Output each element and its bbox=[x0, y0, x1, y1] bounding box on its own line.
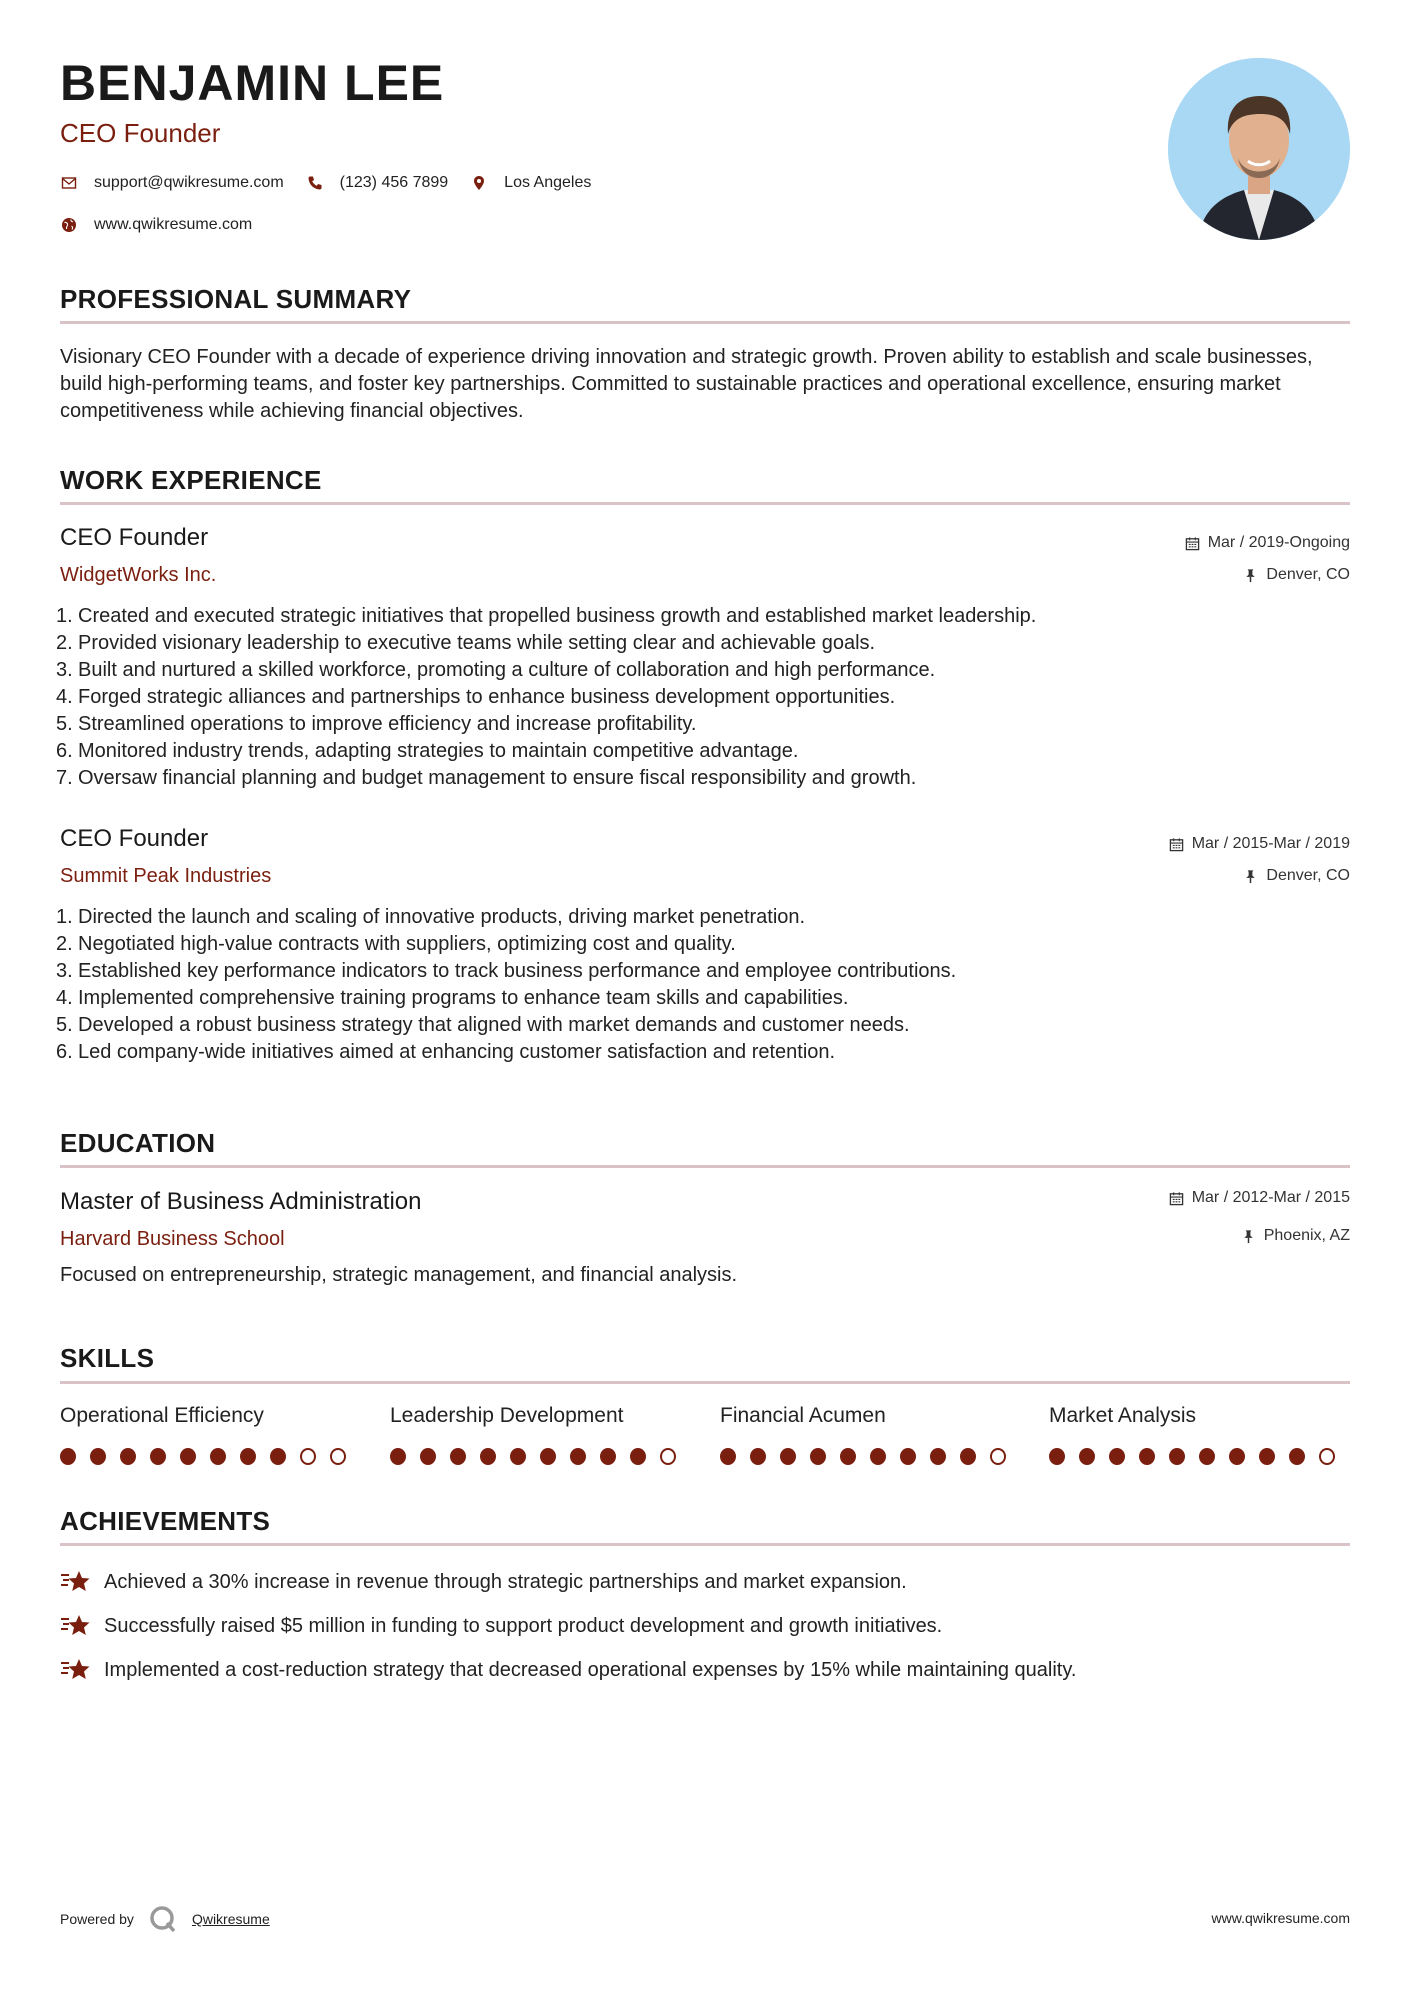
rating-dot-filled bbox=[750, 1448, 766, 1465]
rating-dot-filled bbox=[180, 1448, 196, 1465]
contact-row-website bbox=[60, 216, 274, 234]
skills-heading: SKILLS bbox=[60, 1343, 155, 1373]
star-icon bbox=[60, 1656, 92, 1684]
rating-dot-filled bbox=[390, 1448, 406, 1465]
rating-dot-filled bbox=[840, 1448, 856, 1465]
achievement-text: Achieved a 30% increase in revenue through strategic partnerships and market expansion. bbox=[104, 1571, 907, 1593]
rating-dot-filled bbox=[540, 1448, 556, 1465]
skill-rating bbox=[390, 1448, 690, 1465]
candidate-name: BENJAMIN LEE bbox=[60, 55, 445, 111]
education-heading: EDUCATION bbox=[60, 1128, 216, 1158]
calendar-icon bbox=[1169, 1191, 1184, 1206]
list-item: 1. Directed the launch and scaling of innovative products, driving market penetration. bbox=[56, 906, 806, 928]
job-location-text: Denver, CO bbox=[1266, 867, 1350, 884]
footer-website[interactable]: www.qwikresume.com bbox=[1211, 1910, 1350, 1926]
rating-dot-filled bbox=[420, 1448, 436, 1465]
list-item: 6. Monitored industry trends, adapting strategies to maintain competitive advantage. bbox=[56, 740, 799, 762]
rating-dot-filled bbox=[600, 1448, 616, 1465]
rating-dot-filled bbox=[1229, 1448, 1245, 1465]
skill-name: Financial Acumen bbox=[720, 1404, 886, 1427]
powered-by-label: Powered by bbox=[60, 1911, 134, 1927]
website-text: www.qwikresume.com bbox=[94, 216, 253, 233]
list-item: 5. Streamlined operations to improve efficiency and increase profitability. bbox=[56, 713, 697, 735]
rating-dot-empty bbox=[990, 1448, 1006, 1465]
phone-text: (123) 456 7899 bbox=[339, 174, 449, 191]
rating-dot-filled bbox=[90, 1448, 106, 1465]
job-bullets bbox=[56, 904, 957, 1066]
summary-heading: PROFESSIONAL SUMMARY bbox=[60, 284, 412, 314]
rating-dot-filled bbox=[450, 1448, 466, 1465]
calendar-icon bbox=[1185, 536, 1200, 551]
pushpin-icon bbox=[1243, 568, 1258, 583]
skill-rating bbox=[60, 1448, 360, 1465]
job-title: CEO Founder bbox=[60, 825, 209, 852]
candidate-role: CEO Founder bbox=[60, 118, 221, 148]
achievement-text: Implemented a cost-reduction strategy that decreased operational expenses by 15% while maintaining quality. bbox=[104, 1659, 1077, 1681]
achievement-item bbox=[60, 1612, 942, 1640]
job-location-text: Denver, CO bbox=[1266, 566, 1350, 583]
job-dates-text: Mar / 2015-Mar / 2019 bbox=[1191, 835, 1350, 852]
job-dates bbox=[1185, 535, 1350, 551]
education-school: Harvard Business School bbox=[60, 1228, 285, 1250]
rating-dot-filled bbox=[510, 1448, 526, 1465]
education-dates-text: Mar / 2012-Mar / 2015 bbox=[1191, 1189, 1350, 1206]
list-item: 3. Established key performance indicators to track business performance and employee contributions. bbox=[56, 960, 957, 982]
education-location bbox=[1241, 1228, 1350, 1244]
skill-rating bbox=[1049, 1448, 1349, 1465]
list-item: 7. Oversaw financial planning and budget management to ensure fiscal responsibility and growth. bbox=[56, 767, 917, 789]
job-location bbox=[1243, 567, 1350, 583]
achievement-text: Successfully raised $5 million in funding to support product development and growth initiatives. bbox=[104, 1615, 943, 1637]
rating-dot-filled bbox=[630, 1448, 646, 1465]
rating-dot-filled bbox=[60, 1448, 76, 1465]
rating-dot-filled bbox=[570, 1448, 586, 1465]
rating-dot-filled bbox=[1289, 1448, 1305, 1465]
map-pin-icon bbox=[470, 174, 488, 192]
rating-dot-filled bbox=[1259, 1448, 1275, 1465]
rating-dot-empty bbox=[1319, 1448, 1335, 1465]
list-item: 3. Built and nurtured a skilled workforce, promoting a culture of collaboration and high performance. bbox=[56, 659, 936, 681]
skill-item bbox=[720, 1405, 1020, 1465]
section-divider bbox=[60, 1543, 1350, 1546]
rating-dot-filled bbox=[720, 1448, 736, 1465]
rating-dot-filled bbox=[1079, 1448, 1095, 1465]
rating-dot-filled bbox=[900, 1448, 916, 1465]
skill-item bbox=[1049, 1405, 1349, 1465]
contact-website[interactable] bbox=[60, 216, 252, 234]
summary-text: Visionary CEO Founder with a decade of experience driving innovation and strategic growth. Proven ability to establish and scale businesses, build high-performing teams, and foster key partnerships. Committed to sustainable practices and operational excellence, ensuring market competitiveness while achieving financial objectives. bbox=[60, 346, 1313, 422]
list-item: 4. Forged strategic alliances and partnerships to enhance business development opportunities. bbox=[56, 686, 896, 708]
achievements-heading: ACHIEVEMENTS bbox=[60, 1506, 271, 1536]
rating-dot-filled bbox=[930, 1448, 946, 1465]
brand-link[interactable]: Qwikresume bbox=[191, 1911, 270, 1927]
rating-dot-filled bbox=[780, 1448, 796, 1465]
rating-dot-filled bbox=[1109, 1448, 1125, 1465]
education-dates bbox=[1169, 1190, 1350, 1206]
experience-heading: WORK EXPERIENCE bbox=[60, 465, 322, 495]
list-item: 5. Developed a robust business strategy that aligned with market demands and customer needs. bbox=[56, 1014, 910, 1036]
rating-dot-filled bbox=[210, 1448, 226, 1465]
job-location bbox=[1243, 868, 1350, 884]
skill-name: Market Analysis bbox=[1049, 1404, 1197, 1427]
rating-dot-filled bbox=[150, 1448, 166, 1465]
globe-icon bbox=[60, 216, 78, 234]
job-company: WidgetWorks Inc. bbox=[60, 564, 217, 586]
skill-item bbox=[390, 1405, 690, 1465]
rating-dot-filled bbox=[480, 1448, 496, 1465]
achievement-item bbox=[60, 1568, 907, 1596]
rating-dot-empty bbox=[300, 1448, 316, 1465]
rating-dot-empty bbox=[330, 1448, 346, 1465]
section-divider bbox=[60, 502, 1350, 505]
list-item: 1. Created and executed strategic initiatives that propelled business growth and established market leadership. bbox=[56, 605, 1037, 627]
profile-photo bbox=[1168, 58, 1350, 240]
skill-rating bbox=[720, 1448, 1020, 1465]
pushpin-icon bbox=[1243, 869, 1258, 884]
contact-location bbox=[470, 174, 591, 192]
calendar-icon bbox=[1169, 837, 1184, 852]
location-text: Los Angeles bbox=[504, 174, 592, 191]
rating-dot-filled bbox=[870, 1448, 886, 1465]
job-company: Summit Peak Industries bbox=[60, 865, 272, 887]
star-icon bbox=[60, 1612, 92, 1640]
education-description: Focused on entrepreneurship, strategic management, and financial analysis. bbox=[60, 1264, 738, 1286]
rating-dot-filled bbox=[240, 1448, 256, 1465]
qwikresume-logo-icon bbox=[148, 1904, 178, 1934]
list-item: 4. Implemented comprehensive training programs to enhance team skills and capabilities. bbox=[56, 987, 849, 1009]
education-degree: Master of Business Administration bbox=[60, 1188, 422, 1215]
education-location-text: Phoenix, AZ bbox=[1263, 1227, 1350, 1244]
rating-dot-filled bbox=[960, 1448, 976, 1465]
rating-dot-filled bbox=[1139, 1448, 1155, 1465]
rating-dot-filled bbox=[1199, 1448, 1215, 1465]
section-divider bbox=[60, 1381, 1350, 1384]
list-item: 2. Provided visionary leadership to executive teams while setting clear and achievable goals. bbox=[56, 632, 876, 654]
rating-dot-filled bbox=[810, 1448, 826, 1465]
contact-email[interactable] bbox=[60, 174, 284, 192]
section-divider bbox=[60, 1165, 1350, 1168]
rating-dot-filled bbox=[270, 1448, 286, 1465]
pushpin-icon bbox=[1241, 1229, 1256, 1244]
skill-name: Leadership Development bbox=[390, 1404, 624, 1427]
phone-icon bbox=[306, 174, 324, 192]
list-item: 6. Led company-wide initiatives aimed at enhancing customer satisfaction and retention. bbox=[56, 1041, 836, 1063]
email-text: support@qwikresume.com bbox=[94, 174, 284, 191]
skill-name: Operational Efficiency bbox=[60, 1404, 264, 1427]
job-title: CEO Founder bbox=[60, 524, 209, 551]
footer-powered-by bbox=[60, 1904, 270, 1934]
rating-dot-empty bbox=[660, 1448, 676, 1465]
rating-dot-filled bbox=[1049, 1448, 1065, 1465]
contact-row bbox=[60, 174, 613, 192]
rating-dot-filled bbox=[1169, 1448, 1185, 1465]
list-item: 2. Negotiated high-value contracts with suppliers, optimizing cost and quality. bbox=[56, 933, 736, 955]
job-dates-text: Mar / 2019-Ongoing bbox=[1207, 534, 1350, 551]
contact-phone[interactable] bbox=[306, 174, 449, 192]
rating-dot-filled bbox=[120, 1448, 136, 1465]
envelope-icon bbox=[60, 174, 78, 192]
job-dates bbox=[1169, 836, 1350, 852]
person-portrait-icon bbox=[1168, 58, 1350, 240]
section-divider bbox=[60, 321, 1350, 324]
job-bullets bbox=[56, 603, 1037, 792]
skill-item bbox=[60, 1405, 360, 1465]
star-icon bbox=[60, 1568, 92, 1596]
achievement-item bbox=[60, 1656, 1076, 1684]
